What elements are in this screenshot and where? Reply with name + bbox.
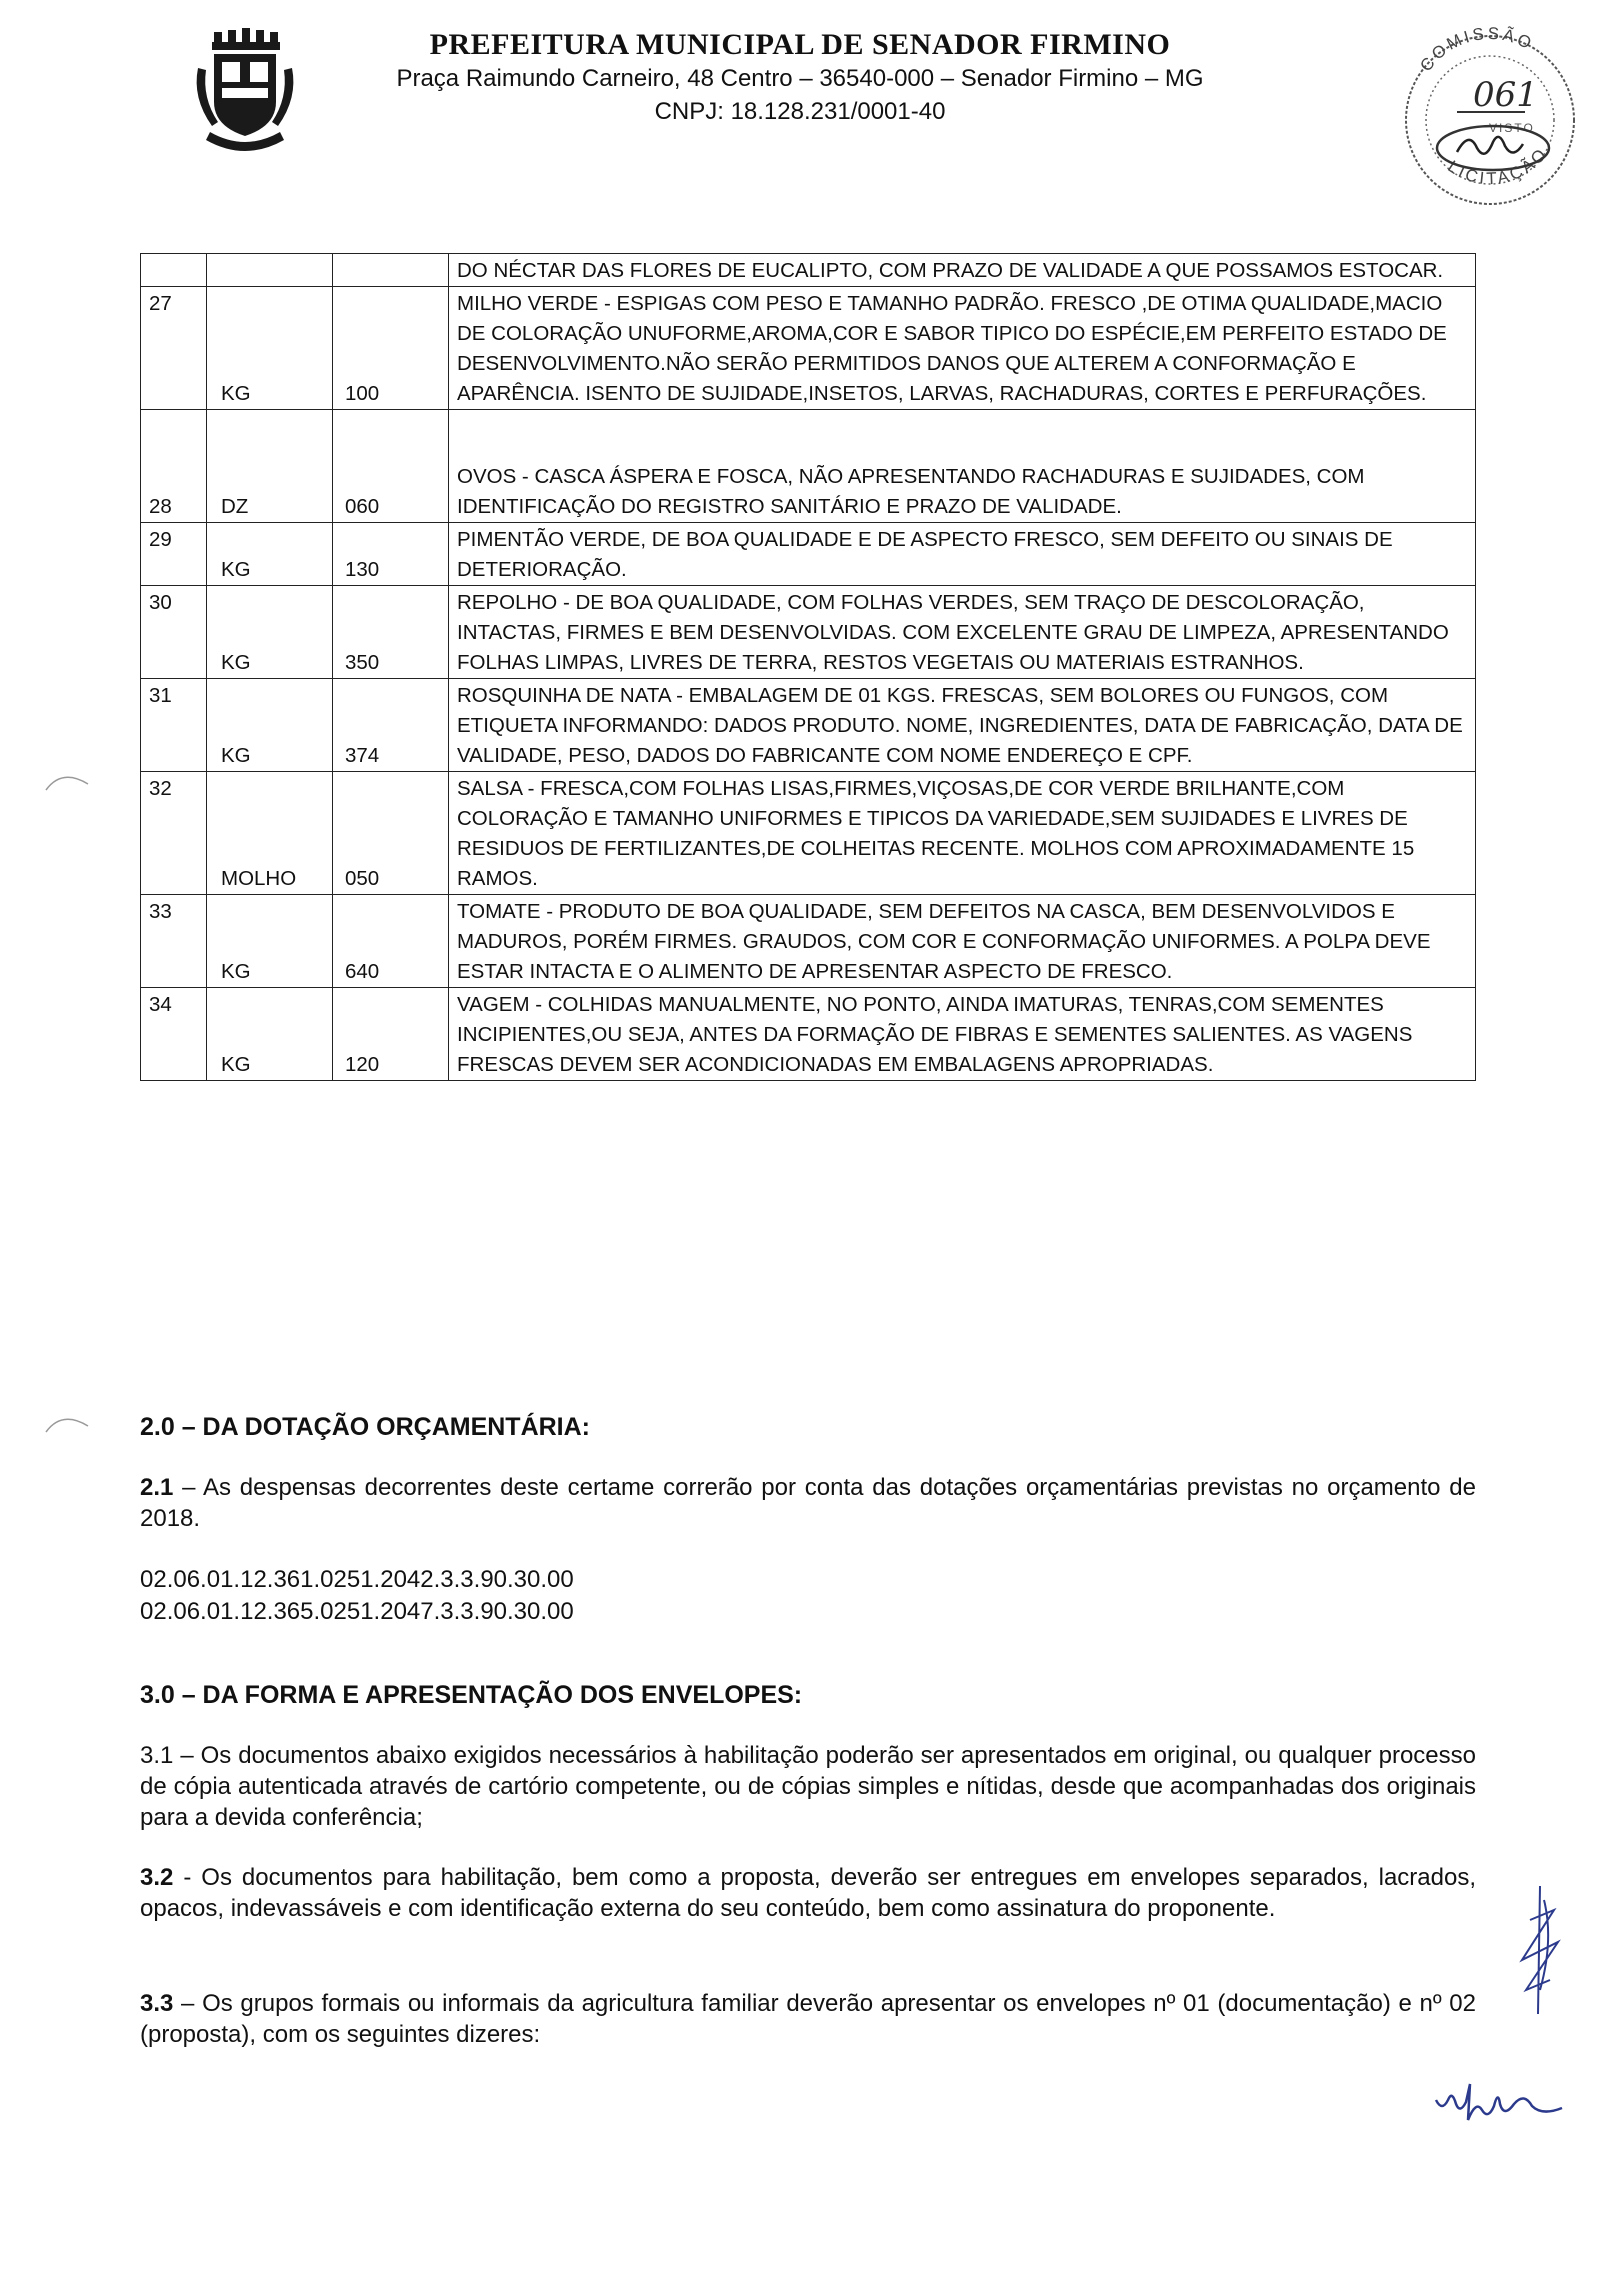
table-row bbox=[141, 895, 1476, 988]
stamp-bottom-text: LICITAÇÃO bbox=[1444, 143, 1552, 189]
item-number bbox=[141, 254, 207, 287]
item-number: 27 bbox=[141, 287, 207, 410]
item-number: 33 bbox=[141, 895, 207, 988]
table-row bbox=[141, 586, 1476, 679]
item-description: PIMENTÃO VERDE, DE BOA QUALIDADE E DE ASPECTO FRESCO, SEM DEFEITO OU SINAIS DE DETERIORAÇÃO. bbox=[449, 523, 1476, 586]
paragraph-number: 3.3 bbox=[140, 1990, 174, 2017]
margin-mark bbox=[42, 1412, 92, 1436]
item-unit: KG bbox=[207, 586, 333, 679]
table-row bbox=[141, 772, 1476, 895]
handwritten-signature bbox=[1430, 2070, 1590, 2130]
organization-name: PREFEITURA MUNICIPAL DE SENADOR FIRMINO bbox=[429, 28, 1171, 61]
item-quantity: 050 bbox=[333, 772, 449, 895]
table-row bbox=[141, 523, 1476, 586]
stamp-top-text: COMISSÃO bbox=[1416, 23, 1538, 76]
item-quantity: 060 bbox=[333, 410, 449, 523]
item-number: 30 bbox=[141, 586, 207, 679]
section-3-paragraph-2 bbox=[140, 1862, 1476, 1924]
items-table bbox=[140, 253, 1476, 1081]
item-unit: KG bbox=[207, 679, 333, 772]
paragraph-text: - Os documentos para habilitação, bem como a proposta, deverão ser entregues em envelopes separados, lacrados, opacos, indevassáveis e com identificação externa do seu conteúdo, bem como assinatura do proponente. bbox=[140, 1864, 1476, 1922]
commission-stamp bbox=[1385, 20, 1590, 210]
item-number: 34 bbox=[141, 988, 207, 1081]
section-3-paragraph-1: 3.1 – Os documentos abaixo exigidos necessários à habilitação poderão ser apresentados em original, ou qualquer processo de cópia autenticada através de cartório competente, ou de cópias simples e nítidas, desde que acompanhadas dos originais para a devida conferência; bbox=[140, 1742, 1476, 1831]
item-quantity: 130 bbox=[333, 523, 449, 586]
item-unit: MOLHO bbox=[207, 772, 333, 895]
item-unit bbox=[207, 254, 333, 287]
item-unit: KG bbox=[207, 523, 333, 586]
section-3-title: 3.0 – DA FORMA E APRESENTAÇÃO DOS ENVELOPES: bbox=[140, 1681, 803, 1709]
table-row bbox=[141, 287, 1476, 410]
item-description: MILHO VERDE - ESPIGAS COM PESO E TAMANHO PADRÃO. FRESCO ,DE OTIMA QUALIDADE,MACIO DE COLORAÇÃO UNUFORME,AROMA,COR E SABOR TIPICO DO ESPÉCIE,EM PERFEITO ESTADO DE DESENVOLVIMENTO.NÃO SERÃO PERMITIDOS DANOS QUE ALTEREM A CONFORMAÇÃO E APARÊNCIA. ISENTO DE SUJIDADE,INSETOS, LARVAS, RACHADURAS, CORTES E PERFURAÇÕES. bbox=[449, 287, 1476, 410]
item-quantity: 100 bbox=[333, 287, 449, 410]
item-description: VAGEM - COLHIDAS MANUALMENTE, NO PONTO, AINDA IMATURAS, TENRAS,COM SEMENTES INCIPIENTES,OU SEJA, ANTES DA FORMAÇÃO DE FIBRAS E SEMENTES SALIENTES. AS VAGENS FRESCAS DEVEM SER ACONDICIONADAS EM EMBALAGENS APROPRIADAS. bbox=[449, 988, 1476, 1081]
item-description: ROSQUINHA DE NATA - EMBALAGEM DE 01 KGS. FRESCAS, SEM BOLORES OU FUNGOS, COM ETIQUETA INFORMANDO: DADOS PRODUTO. NOME, INGREDIENTES, DATA DE FABRICAÇÃO, DATA DE VALIDADE, PESO, DADOS DO FABRICANTE COM NOME ENDEREÇO E CPF. bbox=[449, 679, 1476, 772]
item-unit: KG bbox=[207, 287, 333, 410]
item-number: 28 bbox=[141, 410, 207, 523]
item-description: REPOLHO - DE BOA QUALIDADE, COM FOLHAS VERDES, SEM TRAÇO DE DESCOLORAÇÃO, INTACTAS, FIRMES E BEM DESENVOLVIDAS. COM EXCELENTE GRAU DE LIMPEZA, APRESENTANDO FOLHAS LIMPAS, LIVRES DE TERRA, RESTOS VEGETAIS OU MATERIAIS ESTRANHOS. bbox=[449, 586, 1476, 679]
stamp-visto: VISTO bbox=[1489, 121, 1535, 135]
item-quantity: 640 bbox=[333, 895, 449, 988]
paragraph-number: 3.2 bbox=[140, 1864, 174, 1891]
item-unit: KG bbox=[207, 895, 333, 988]
paragraph-text: – As despensas decorrentes deste certame correrão por conta das dotações orçamentárias previstas no orçamento de 2018. bbox=[140, 1474, 1476, 1532]
table-row bbox=[141, 988, 1476, 1081]
table-row bbox=[141, 254, 1476, 287]
stamp-page-number: 061 bbox=[1473, 75, 1538, 115]
section-2-paragraph-1 bbox=[140, 1472, 1476, 1534]
paragraph-number: 2.1 bbox=[140, 1474, 174, 1501]
item-unit: KG bbox=[207, 988, 333, 1081]
item-quantity: 120 bbox=[333, 988, 449, 1081]
table-row bbox=[141, 410, 1476, 523]
item-quantity: 374 bbox=[333, 679, 449, 772]
paragraph-text: – Os grupos formais ou informais da agricultura familiar deverão apresentar os envelopes nº 01 (documentação) e nº 02 (proposta), com os seguintes dizeres: bbox=[140, 1990, 1476, 2048]
item-description: SALSA - FRESCA,COM FOLHAS LISAS,FIRMES,VIÇOSAS,DE COR VERDE BRILHANTE,COM COLORAÇÃO E TAMANHO UNIFORMES E TIPICOS DA VARIEDADE,SEM SUJIDADES E LIVRES DE RESIDUOS DE FERTILIZANTES,DE COLHEITAS RECENTE. MOLHOS COM APROXIMADAMENTE 15 RAMOS. bbox=[449, 772, 1476, 895]
table-row bbox=[141, 679, 1476, 772]
item-number: 29 bbox=[141, 523, 207, 586]
letterhead bbox=[0, 28, 1600, 128]
item-number: 32 bbox=[141, 772, 207, 895]
item-description: OVOS - CASCA ÁSPERA E FOSCA, NÃO APRESENTANDO RACHADURAS E SUJIDADES, COM IDENTIFICAÇÃO DO REGISTRO SANITÁRIO E PRAZO DE VALIDADE. bbox=[449, 410, 1476, 523]
initials-signature bbox=[1500, 1880, 1580, 2020]
item-unit: DZ bbox=[207, 410, 333, 523]
item-quantity: 350 bbox=[333, 586, 449, 679]
margin-mark bbox=[42, 770, 92, 794]
item-number: 31 bbox=[141, 679, 207, 772]
section-2-title: 2.0 – DA DOTAÇÃO ORÇAMENTÁRIA: bbox=[140, 1413, 591, 1441]
item-quantity bbox=[333, 254, 449, 287]
item-description: DO NÉCTAR DAS FLORES DE EUCALIPTO, COM PRAZO DE VALIDADE A QUE POSSAMOS ESTOCAR. bbox=[449, 254, 1476, 287]
organization-address: Praça Raimundo Carneiro, 48 Centro – 36540-000 – Senador Firmino – MG bbox=[396, 65, 1204, 92]
organization-cnpj: CNPJ: 18.128.231/0001-40 bbox=[654, 98, 946, 125]
budget-code-2: 02.06.01.12.365.0251.2047.3.3.90.30.00 bbox=[140, 1598, 574, 1625]
section-3-paragraph-3 bbox=[140, 1988, 1476, 2050]
budget-code-1: 02.06.01.12.361.0251.2042.3.3.90.30.00 bbox=[140, 1566, 574, 1593]
item-description: TOMATE - PRODUTO DE BOA QUALIDADE, SEM DEFEITOS NA CASCA, BEM DESENVOLVIDOS E MADUROS, PORÉM FIRMES. GRAUDOS, COM COR E CONFORMAÇÃO UNIFORMES. A POLPA DEVE ESTAR INTACTA E O ALIMENTO DE APRESENTAR ASPECTO DE FRESCO. bbox=[449, 895, 1476, 988]
svg-text:COMISSÃO bbox=[1416, 24, 1537, 75]
